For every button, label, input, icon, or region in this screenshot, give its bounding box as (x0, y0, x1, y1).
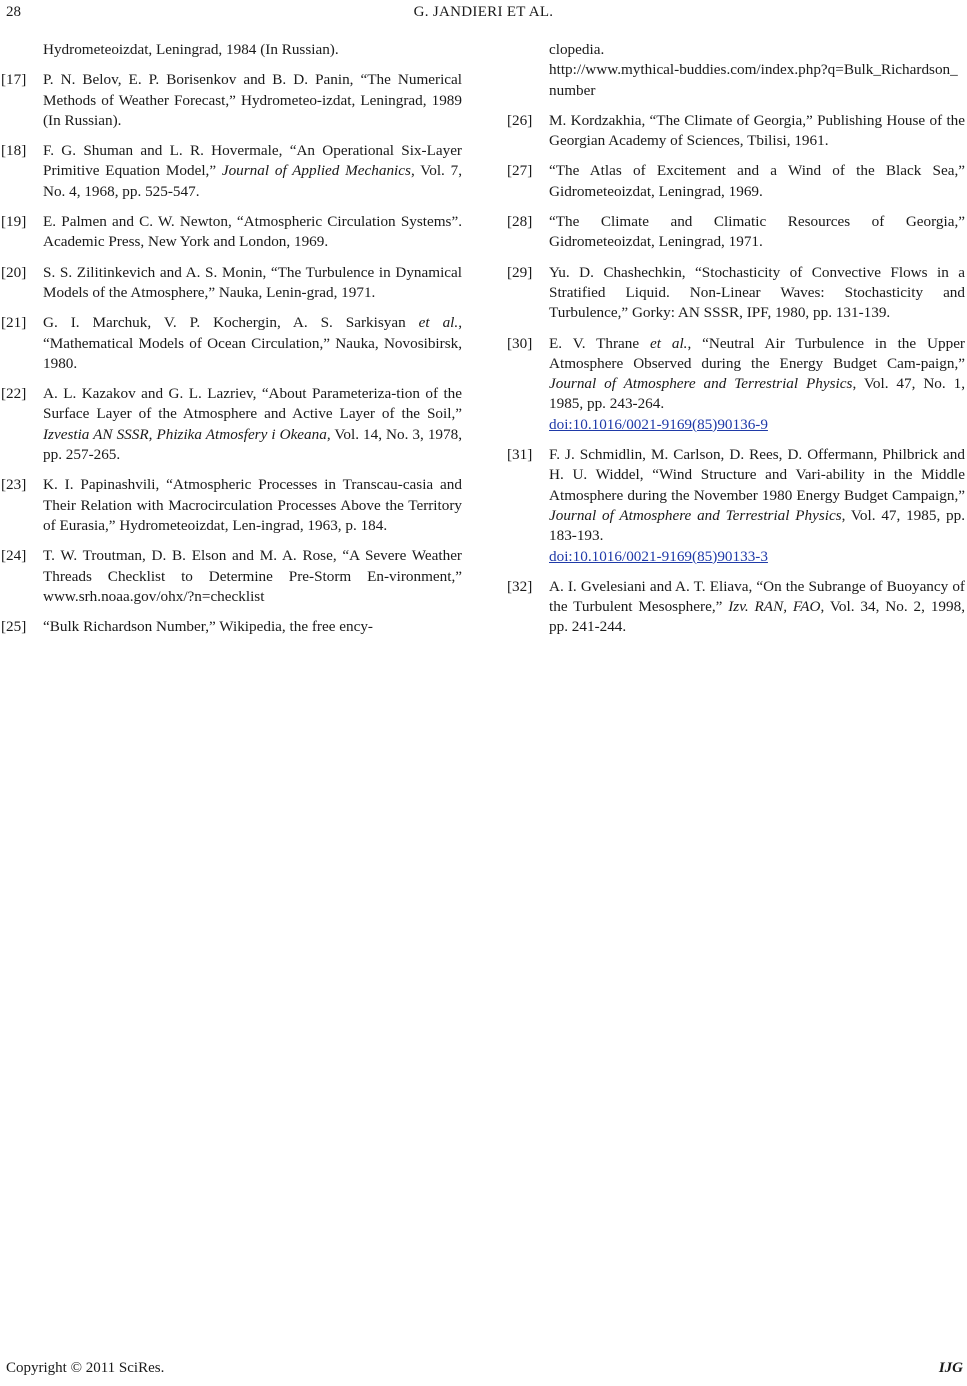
reference-text: “The Climate and Climatic Resources of Georgia,” Gidrometeoizdat, Leningrad, 1971. (549, 213, 965, 251)
reference-22 (0, 384, 462, 465)
reference-19 (0, 212, 462, 253)
reference-url[interactable]: http://www.mythical-buddies.com/index.php?q=Bulk_Richardson_number (549, 61, 958, 99)
reference-text: P. N. Belov, E. P. Borisenkov and B. D. Panin, “The Numerical Methods of Weather Forecast,” Hydrometeo-izdat, Leningrad, 1989 (In Russian). (43, 71, 462, 129)
reference-text: F. G. Shuman and L. R. Hovermale, “An Operational Six-Layer Primitive Equation Model,” Journal of Applied Mechanics, Vol. 7, No. 4, 1968, pp. 525-547. (43, 142, 462, 200)
page-header (6, 4, 961, 24)
reference-text: M. Kordzakhia, “The Climate of Georgia,” Publishing House of the Georgian Academy of Sciences, Tbilisi, 1961. (549, 111, 965, 150)
journal-title: Journal of Applied Mechanics (221, 162, 411, 180)
journal-title: Izv. RAN, FAO (728, 598, 821, 616)
reference-number: [26] (507, 111, 533, 129)
reference-number: [20] (1, 263, 27, 281)
reference-30 (506, 334, 965, 435)
et-al: et al. (418, 314, 459, 332)
reference-32 (506, 577, 965, 638)
reference-text: Yu. D. Chashechkin, “Stochasticity of Convective Flows in a Stratified Liquid. Non-Linear Waves: Stochasticity and Turbulence,” Gorky: AN SSSR, IPF, 1980, pp. 131-139. (549, 263, 965, 322)
reference-28 (506, 212, 965, 253)
reference-25 (0, 617, 462, 637)
et-al: et al. (650, 334, 688, 352)
reference-number: [32] (507, 577, 533, 595)
reference-26 (506, 111, 965, 152)
page-number: 28 (6, 4, 21, 20)
running-head: G. JANDIERI ET AL. (413, 4, 554, 20)
references-left-column (0, 40, 462, 647)
reference-text: E. V. Thrane et al., “Neutral Air Turbulence in the Upper Atmosphere Observed during the Energy Budget Cam-paign,” Journal of Atmosphere and Terrestrial Physics, Vol. 47, No. 1, 1985, pp. 243-264. doi:10.1016/0021-9169(85)90136-9 (549, 334, 965, 435)
reference-number: [22] (1, 385, 27, 403)
reference-number: [18] (1, 142, 27, 160)
reference-number: [23] (1, 476, 27, 494)
page-footer (6, 1360, 963, 1380)
reference-number: [31] (507, 446, 533, 464)
reference-text: A. I. Gvelesiani and A. T. Eliava, “On the Subrange of Buoyancy of the Turbulent Mesosphere,” Izv. RAN, FAO, Vol. 34, No. 2, 1998, pp. 241-244. (549, 577, 965, 636)
reference-20 (0, 263, 462, 304)
doi-link[interactable]: doi:10.1016/0021-9169(85)90133-3 (549, 547, 768, 565)
reference-number: [24] (1, 547, 27, 565)
reference-number: [21] (1, 314, 27, 332)
reference-text: E. Palmen and C. W. Newton, “Atmospheric Circulation Systems”. Academic Press, New York and London, 1969. (43, 213, 462, 251)
reference-21 (0, 313, 462, 374)
reference-number: [30] (507, 334, 533, 352)
reference-number: [28] (507, 213, 533, 231)
journal-title: Journal of Atmosphere and Terrestrial Physics (549, 375, 853, 393)
reference-27 (506, 161, 965, 202)
reference-text: S. S. Zilitinkevich and A. S. Monin, “The Turbulence in Dynamical Models of the Atmosphere,” Nauka, Lenin-grad, 1971. (43, 263, 462, 301)
references-right-column (506, 40, 965, 648)
reference-number: [29] (507, 263, 533, 281)
reference-number: [19] (1, 213, 27, 231)
reference-text: G. I. Marchuk, V. P. Kochergin, A. S. Sarkisyan et al., “Mathematical Models of Ocean Circulation,” Nauka, Novosibirsk, 1980. (43, 314, 462, 372)
reference-continuation: Hydrometeoizdat, Leningrad, 1984 (In Russian). (43, 41, 339, 58)
reference-continuation: clopedia. (549, 41, 605, 58)
reference-31 (506, 445, 965, 567)
reference-24 (0, 546, 462, 607)
reference-number: [17] (1, 71, 27, 89)
journal-title: Izvestia AN SSSR, Phizika Atmosfery i Okeana (43, 425, 327, 443)
journal-abbreviation: IJG (938, 1360, 963, 1376)
doi-link[interactable]: doi:10.1016/0021-9169(85)90136-9 (549, 415, 768, 433)
reference-text: K. I. Papinashvili, “Atmospheric Processes in Transcau-casia and Their Relation with Macrocirculation Processes Above the Territory of Eurasia,” Hydrometeoizdat, Len-ingrad, 1963, p. 184. (43, 476, 462, 534)
reference-18 (0, 141, 462, 202)
reference-number: [27] (507, 162, 533, 180)
reference-text: “Bulk Richardson Number,” Wikipedia, the free ency- (43, 618, 373, 636)
copyright-notice: Copyright © 2011 SciRes. (6, 1360, 165, 1376)
reference-23 (0, 475, 462, 536)
reference-text: A. L. Kazakov and G. L. Lazriev, “About Parameteriza-tion of the Surface Layer of the Atmosphere and Active Layer of the Soil,” Izvestia AN SSSR, Phizika Atmosfery i Okeana, Vol. 14, No. 3, 1978, pp. 257-265. (43, 385, 463, 464)
reference-text: F. J. Schmidlin, M. Carlson, D. Rees, D. Offermann, Philbrick and H. U. Widdel, “Wind Structure and Vari-ability in the Middle Atmosphere during the November 1980 Energy Budget Campaign,” Journal of Atmosphere and Terrestrial Physics, Vol. 47, 1985, pp. 183-193. doi:10.1016/0021-9169(85)90133-3 (549, 445, 965, 567)
reference-17 (0, 70, 462, 131)
reference-number: [25] (1, 618, 27, 636)
reference-29 (506, 263, 965, 324)
reference-text: “The Atlas of Excitement and a Wind of the Black Sea,” Gidrometeoizdat, Leningrad, 1969. (549, 162, 965, 200)
reference-text: T. W. Troutman, D. B. Elson and M. A. Rose, “A Severe Weather Threads Checklist to Determine Pre-Storm En-vironment,” www.srh.noaa.gov/ohx/?n=checklist (43, 547, 462, 605)
journal-title: Journal of Atmosphere and Terrestrial Physics (549, 506, 842, 524)
